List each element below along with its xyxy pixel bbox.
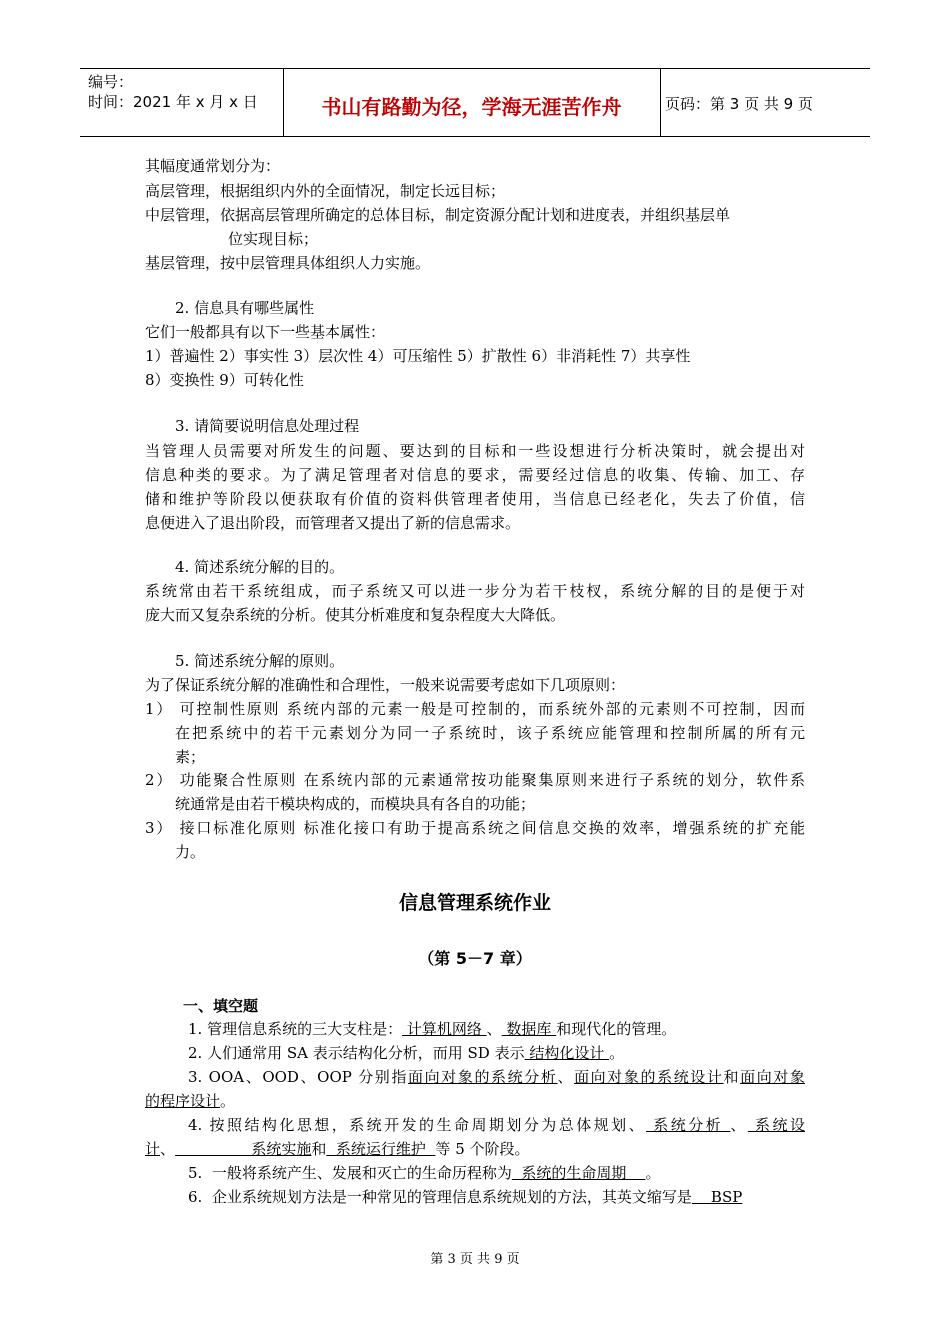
fill-item — [188, 1018, 676, 1041]
fill-question: 1. 管理信息系统的三大支柱是： — [188, 1020, 403, 1038]
header-page-number: 页码：第 3 页 共 9 页 — [665, 95, 813, 113]
fill-answer: 系统分析 — [646, 1116, 731, 1134]
header-meta — [88, 72, 258, 112]
fill-item — [188, 1066, 805, 1089]
fill-answer: 面向对象的系统分析 — [408, 1068, 558, 1086]
fill-question: 4. 按照结构化思想，系统开发的生命周期划分为总体规划、 — [188, 1116, 647, 1134]
section-title: 信息管理系统作业 — [398, 892, 551, 914]
fill-question: 。 — [609, 1044, 625, 1062]
text-line: 2） 功能聚合性原则 在系统内部的元素通常按功能聚集原则来进行子系统的划分，软件系 — [145, 771, 805, 789]
text-line: 高层管理，根据组织内外的全面情况，制定长远目标； — [145, 182, 506, 200]
text-line: 力。 — [175, 843, 206, 861]
text-line: 当管理人员需要对所发生的问题、要达到的目标和一些设想进行分析决策时，就会提出对 — [145, 442, 805, 460]
fill-answer: 数据库 — [501, 1020, 557, 1038]
fill-question: 。 — [220, 1092, 236, 1110]
fill-separator: 、 — [730, 1116, 748, 1134]
fill-answer: 系统运行维护 — [326, 1140, 436, 1158]
number-label: 编号： — [88, 73, 134, 91]
fill-separator: 、 — [486, 1020, 502, 1038]
text-line: 庞大而又复杂系统的分析。使其分析难度和复杂程度大大降低。 — [145, 606, 566, 624]
fill-item-continued — [145, 1138, 530, 1161]
fill-separator: 和 — [311, 1140, 327, 1158]
fill-item — [188, 1162, 660, 1185]
page-header — [80, 68, 870, 137]
date-label: 时间：2021 年 x 月 x 日 — [88, 93, 258, 111]
question-heading: 2. 信息具有哪些属性 — [175, 299, 315, 317]
fill-question: 等 5 个阶段。 — [435, 1140, 530, 1158]
text-line: 在把系统中的若干元素划分为同一子系统时，该子系统应能管理和控制所属的所有元 — [175, 724, 805, 742]
fill-answer: 结构化设计 — [524, 1044, 610, 1062]
fill-separator: 和 — [723, 1068, 741, 1086]
question-heading: 5. 简述系统分解的原则。 — [175, 652, 345, 670]
text-line: 为了保证系统分解的准确性和合理性，一般来说需要考虑如下几项原则： — [145, 676, 626, 694]
fill-question: 6. 企业系统规划方法是一种常见的管理信息系统规划的方法，其英文缩写是 — [188, 1188, 692, 1206]
text-line: 8）变换性 9）可转化性 — [145, 371, 304, 389]
text-line: 1）普遍性 2）事实性 3）层次性 4）可压缩性 5）扩散性 6）非消耗性 7）共享性 — [145, 347, 691, 365]
fill-question: 2. 人们通常用 SA 表示结构化分析，而用 SD 表示 — [188, 1044, 525, 1062]
fill-answer: 的程序设计 — [145, 1092, 221, 1110]
question-heading: 4. 简述系统分解的目的。 — [175, 558, 345, 576]
text-line: 中层管理，依据高层管理所确定的总体目标，制定资源分配计划和进度表，并组织基层单 — [145, 206, 731, 224]
fill-answer: 系统设 — [747, 1116, 805, 1134]
question-heading: 3. 请简要说明信息处理过程 — [175, 417, 360, 435]
text-line: 3） 接口标准化原则 标准化接口有助于提高系统之间信息交换的效率，增强系统的扩充能 — [145, 819, 805, 837]
part-heading: 一、填空题 — [183, 997, 259, 1015]
fill-answer: 面向对象 — [740, 1068, 805, 1086]
header-motto: 书山有路勤为径，学海无涯苦作舟 — [321, 95, 622, 119]
text-line: 它们一般都具有以下一些基本属性： — [145, 323, 386, 341]
fill-item — [188, 1186, 742, 1209]
fill-separator: 、 — [557, 1068, 575, 1086]
fill-answer: 系统的生命周期 — [511, 1164, 646, 1182]
section-subtitle: （第 5－7 章） — [418, 949, 532, 968]
fill-question: 和现代化的管理。 — [556, 1020, 677, 1038]
text-line: 信息种类的要求。为了满足管理者对信息的要求，需要经过信息的收集、传输、加工、存 — [145, 466, 805, 484]
fill-answer: 计 — [145, 1140, 161, 1158]
fill-separator: 、 — [160, 1140, 176, 1158]
text-line: 系统常由若干系统组成，而子系统又可以进一步分为若干枝杈，系统分解的目的是便于对 — [145, 582, 805, 600]
text-line: 素； — [175, 748, 206, 766]
fill-question: 3. OOA、OOD、OOP 分别指 — [188, 1068, 409, 1086]
header-divider — [660, 69, 661, 136]
text-line: 息便进入了退出阶段，而管理者又提出了新的信息需求。 — [145, 514, 521, 532]
fill-item — [188, 1042, 624, 1065]
text-line: 其幅度通常划分为： — [145, 157, 281, 175]
text-line: 1） 可控制性原则 系统内部的元素一般是可控制的，而系统外部的元素则不可控制，因而 — [145, 700, 805, 718]
fill-item-continued — [145, 1090, 235, 1113]
fill-item — [188, 1114, 805, 1137]
fill-question: 5. 一般将系统产生、发展和灭亡的生命历程称为 — [188, 1164, 512, 1182]
text-line: 统通常是由若干模块构成的，而模块具有各自的功能； — [175, 795, 536, 813]
fill-answer: 面向对象的系统设计 — [574, 1068, 724, 1086]
fill-answer: 计算机网络 — [402, 1020, 487, 1038]
fill-answer: BSP — [691, 1188, 743, 1206]
fill-answer: 系统实施 — [175, 1140, 312, 1158]
text-line: 基层管理，按中层管理具体组织人力实施。 — [145, 254, 431, 272]
header-divider — [283, 69, 284, 136]
fill-question: 。 — [645, 1164, 661, 1182]
text-line: 储和维护等阶段以便获取有价值的资料供管理者使用，当信息已经老化，失去了价值，信 — [145, 490, 805, 508]
text-line: 位实现目标； — [228, 230, 319, 248]
page-footer: 第 3 页 共 9 页 — [430, 1252, 520, 1267]
